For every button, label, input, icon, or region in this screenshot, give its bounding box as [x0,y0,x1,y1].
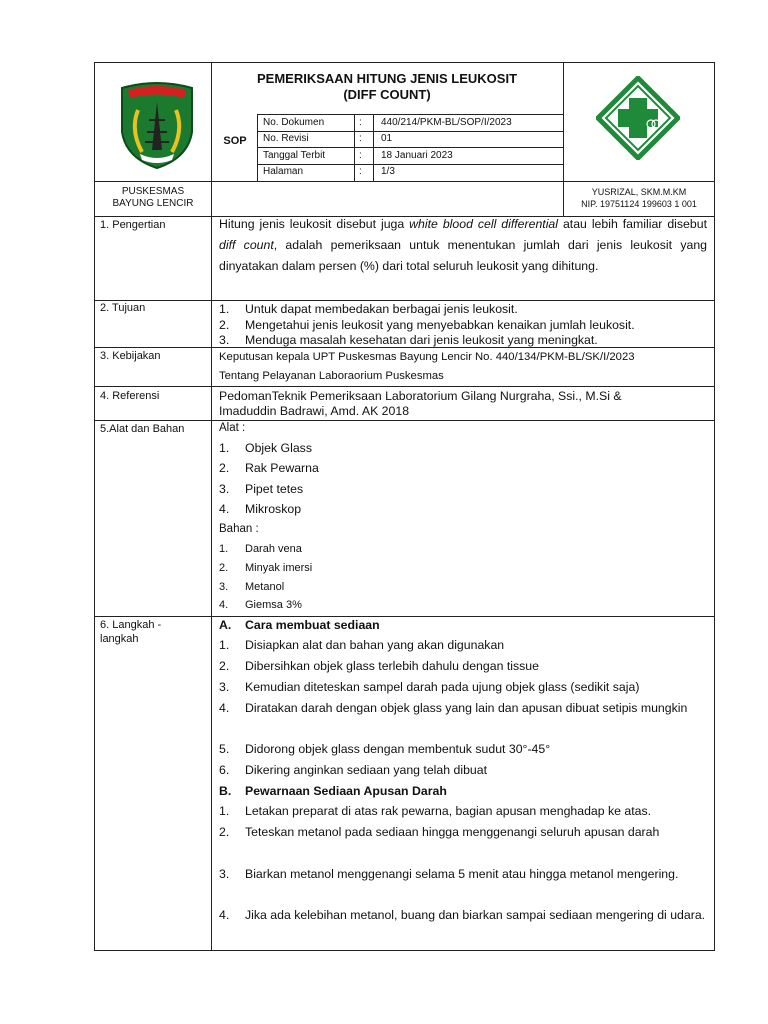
document-title: PEMERIKSAAN HITUNG JENIS LEUKOSIT (DIFF COUNT) [256,71,518,102]
regency-crest-icon [116,80,198,170]
step-b3: Biarkan metanol menggenangi selama 5 menit atau hingga metanol mengering. [245,867,679,881]
section-label-pengertian: 1. Pengertian [100,219,166,231]
referensi-line2: Imaduddin Badrawi, Amd. AK 2018 [219,404,410,418]
referensi-line1: PedomanTeknik Pemeriksaan Laboratorium Gilang Nurgraha, Ssi., M.Si & [219,389,622,403]
puskesmas-cross-icon [596,76,680,160]
step-a4: Diratakan darah dengan objek glass yang lain dan apusan dibuat setipis mungkin [245,701,688,715]
meta-value: 1/3 [381,166,395,177]
kebijakan-line2: Tentang Pelayanan Laboraorium Puskesmas [219,370,444,382]
meta-label: Halaman [263,166,304,177]
organization-name: PUSKESMAS BAYUNG LENCIR [112,186,194,209]
sop-document: PEMERIKSAAN HITUNG JENIS LEUKOSIT (DIFF COUNT) SOP No. Dokumen : 440/214/PKM-BL/SOP/I/2023 No. Revisi : 01 Tanggal Terbit : 18 Januari 2023 Halaman : 1/3 PUSKESMAS BAYUNG LENCIR YUSRIZAL, SKM.M.KM NIP. 19751124 199603 1 001 1. Pengertian Hitung jenis leukosit disebut juga white blood cell differential atau lebih familiar disebut diff count, adalah pemeriksaan untuk menentukan jumlah dari jenis leukosit yang dinyatakan dalam persen (%) dari total seluruh leukosit yang dihitung. 2. Tujuan 1. Untuk dapat membedakan berbagai jenis leukosit. 2. Mengetahui jenis leukosit yang menyebabkan kenaikan jumlah leukosit. 3. Menduga masalah kesehatan dari jenis leukosit yang meningkat. 3. Kebijakan Keputusan kepala UPT Puskesmas Bayung Lencir No. 440/134/PKM-BL/SK/I/2023 Tentang Pelayanan Laboraorium Puskesmas 4. Referensi PedomanTeknik Pemeriksaan Laboratorium Gilang Nurgraha, Ssi., M.Si & Imaduddin Badrawi, Amd. AK 2018 5.Alat dan Bahan Alat : 1. Objek Glass 2. Rak Pewarna 3. Pipet tetes 4. Mikroskop Bahan : 1. Darah vena 2. Minyak imersi 3. Metanol 4. Giemsa 3% 6. Langkah - langkah A. Cara membuat sediaan 1. Disiapkan alat dan bahan yang akan digunakan 2. Dibersihkan objek glass terlebih dahulu dengan tissue 3. Kemudian diteteskan sampel darah pada ujung objek glass (sedikit saja) 4. Diratakan darah dengan objek glass yang lain dan apusan dibuat setipis mungkin 5. Didorong objek glass dengan membentuk sudut 30°-45° 6. Dikering anginkan sediaan yang telah dibuat B. Pewarnaan Sediaan Apusan Darah 1. Letakan preparat di atas rak pewarna, bagian apusan menghadap ke atas. 2. Teteskan metanol pada sediaan hingga menggenangi seluruh apusan darah 3. Biarkan metanol menggenangi selama 5 menit atau hingga metanol mengering. 4. Jika ada kelebihan metanol, buang dan biarkan sampai sediaan mengering di udara. [0,0,768,1024]
section-label-referensi: 4. Referensi [100,390,160,402]
meta-value: 18 Januari 2023 [381,150,453,161]
step-b2: Teteskan metanol pada sediaan hingga menggenangi seluruh apusan darah [245,825,660,839]
step-b4: Jika ada kelebihan metanol, buang dan biarkan sampai sediaan mengering di udara. [245,908,706,922]
alat-heading: Alat : [219,422,246,434]
step-a5: Didorong objek glass dengan membentuk sudut 30°-45° [245,742,551,756]
section-label-langkah: 6. Langkah - langkah [100,619,162,645]
step-a2: Dibersihkan objek glass terlebih dahulu dengan tissue [245,659,539,673]
meta-label: No. Revisi [263,133,309,144]
section-label-alat-bahan: 5.Alat dan Bahan [100,423,185,435]
step-b1: Letakan preparat di atas rak pewarna, bagian apusan menghadap ke atas. [245,804,652,818]
meta-label: No. Dokumen [263,117,325,128]
sop-label: SOP [223,135,247,147]
section-label-kebijakan: 3. Kebijakan [100,350,161,362]
section-label-tujuan: 2. Tujuan [100,302,146,314]
step-a1: Disiapkan alat dan bahan yang akan digunakan [245,638,505,652]
step-a6: Dikering anginkan sediaan yang telah dibuat [245,763,488,777]
step-a3: Kemudian diteteskan sampel darah pada ujung objek glass (sedikit saja) [245,680,640,694]
kebijakan-line1: Keputusan kepala UPT Puskesmas Bayung Lencir No. 440/134/PKM-BL/SK/I/2023 [219,351,635,363]
meta-value: 01 [381,133,393,144]
bahan-heading: Bahan : [219,523,259,535]
meta-label: Tanggal Terbit [263,150,326,161]
pengertian-text: Hitung jenis leukosit disebut juga white blood cell differential atau lebih familiar disebut diff count, adalah pemeriksaan untuk menentukan jumlah dari jenis leukosit yang dinyatakan dalam persen (%) dari total seluruh leukosit yang dihitung. [219,217,707,273]
signer-block: YUSRIZAL, SKM.M.KM NIP. 19751124 199603 1 001 [581,187,697,209]
meta-value: 440/214/PKM-BL/SOP/I/2023 [381,117,512,128]
